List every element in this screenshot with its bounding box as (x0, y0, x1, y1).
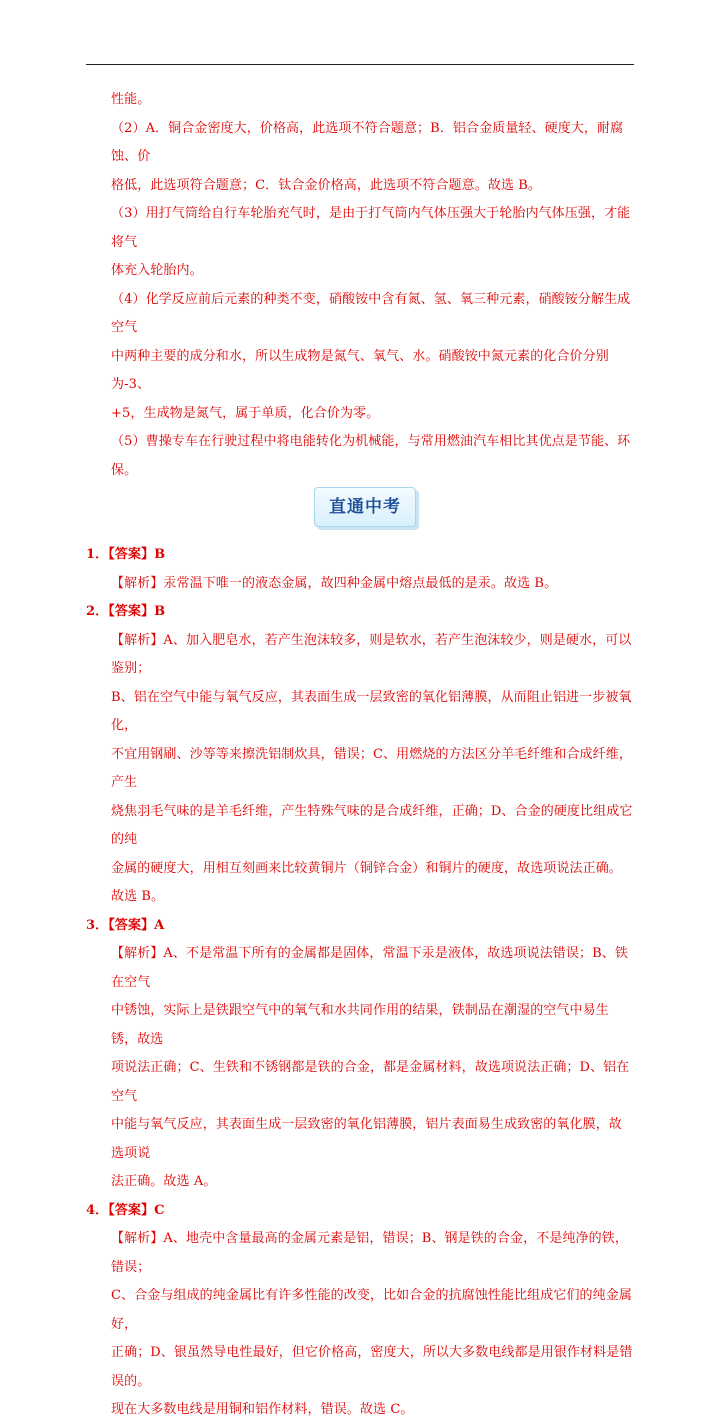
text-line: 中两种主要的成分和水，所以生成物是氮气、氧气、水。硝酸铵中氮元素的化合价分别为-3、 (111, 348, 609, 392)
answer-label-4: 4．【答案】C (86, 1202, 165, 1218)
text-line: （5）曹操专车在行驶过程中将电能转化为机械能，与常用燃油汽车相比其优点是节能、环保。 (111, 434, 631, 478)
answer-label-1: 1．【答案】B (86, 547, 166, 562)
text-line: +5，生成物是氮气，属于单质，化合价为零。 (111, 405, 380, 421)
section-banner-wrap (86, 485, 634, 541)
analysis-line: 正确；D、银虽然导电性最好，但它价格高，密度大，所以大多数电线都是用银作材料是错误的。 (111, 1345, 633, 1389)
analysis-line: 中锈蚀，实际上是铁跟空气中的氧气和水共同作用的结果，铁制品在潮湿的空气中易生锈，故选 (111, 1003, 609, 1047)
analysis-line: 【解析】汞常温下唯一的液态金属，故四种金属中熔点最低的是汞。故选 B。 (111, 575, 558, 591)
analysis-line: 现在大多数电线是用铜和铝作材料，错误。故选 C。 (111, 1402, 414, 1417)
analysis-line: 不宜用钢刷、沙等等来擦洗铝制炊具，错误；C、用燃烧的方法区分羊毛纤维和合成纤维，产生 (111, 746, 632, 790)
text-line: 格低，此选项符合题意；C．钛合金价格高，此选项不符合题意。故选 B。 (111, 177, 542, 193)
text-line: （4）化学反应前后元素的种类不变，硝酸铵中含有氮、氢、氧三种元素，硝酸铵分解生成空气 (111, 291, 631, 335)
analysis-line: 烧焦羽毛气味的是羊毛纤维，产生特殊气味的是合成纤维，正确；D、合金的硬度比组成它的纯 (111, 803, 633, 847)
answer-label-3: 3．【答案】A (86, 917, 165, 933)
section-banner-title: 直通中考 (314, 487, 416, 527)
analysis-line: 法正确。故选 A。 (111, 1174, 217, 1189)
analysis-line: 【解析】A、地壳中含量最高的金属元素是铝，错误；B、钢是铁的合金，不是纯净的铁，错误； (111, 1231, 628, 1275)
analysis-line: 【解析】A、加入肥皂水，若产生泡沫较多，则是软水，若产生泡沫较少，则是硬水，可以鉴别； (111, 632, 632, 676)
document-body (86, 86, 634, 1425)
text-line: （3）用打气筒给自行车轮胎充气时，是由于打气筒内气体压强大于轮胎内气体压强，才能将气 (111, 206, 631, 250)
text-line: 性能。 (111, 92, 151, 107)
answer-label-2: 2．【答案】B (86, 604, 166, 619)
analysis-line: 金属的硬度大，用相互刻画来比较黄铜片（铜锌合金）和铜片的硬度，故选项说法正确。故选 B。 (111, 860, 622, 904)
analysis-line: C、合金与组成的纯金属比有许多性能的改变，比如合金的抗腐蚀性能比组成它们的纯金属好， (111, 1288, 632, 1332)
analysis-line: 【解析】A、不是常温下所有的金属都是固体，常温下汞是液体，故选项说法错误；B、铁在空气 (111, 946, 628, 990)
analysis-line: 中能与氧气反应，其表面生成一层致密的氧化铝薄膜，铝片表面易生成致密的氧化膜，故选项说 (111, 1117, 622, 1161)
analysis-line: B、铝在空气中能与氧气反应，其表面生成一层致密的氧化铝薄膜，从而阻止铝进一步被氧化， (111, 689, 632, 733)
text-line: 体充入轮胎内。 (111, 263, 203, 278)
text-line: （2）A．铜合金密度大，价格高，此选项不符合题意；B．铝合金质量轻、硬度大，耐腐蚀、价 (111, 120, 624, 164)
header-rule (86, 64, 634, 65)
analysis-line: 项说法正确；C、生铁和不锈钢都是铁的合金，都是金属材料，故选项说法正确；D、铝在空气 (111, 1060, 630, 1104)
